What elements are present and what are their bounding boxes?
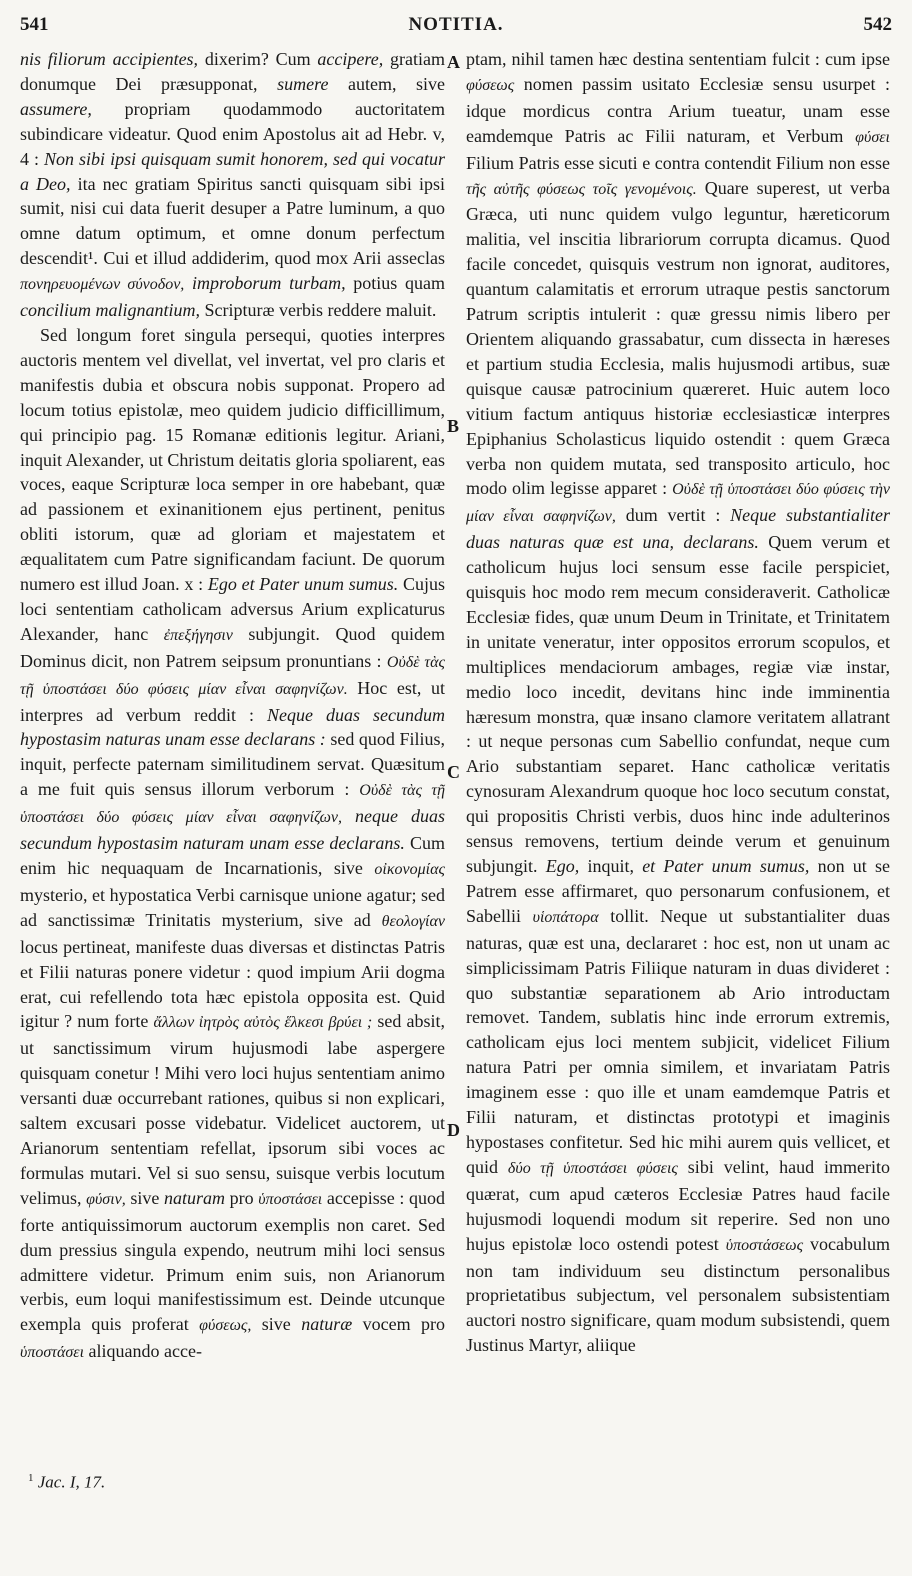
text-run: non ut se Patrem esse affirmaret, quo personarum confusionem, et Sabellii xyxy=(466,856,890,926)
italic-phrase: Neque substantialiter duas naturas quæ est una, declarans. xyxy=(466,505,890,553)
left-column xyxy=(20,47,445,1366)
italic-phrase: nis filiorum accipientes, xyxy=(20,49,199,69)
text-run: subjungit. Quod quidem Dominus dicit, non Patrem seipsum pronuntians : xyxy=(20,623,445,671)
text-run: Hoc est, ut interpres ad verbum reddit : xyxy=(20,677,446,725)
text-run: inquit, xyxy=(579,856,643,876)
left-paragraph-2 xyxy=(20,323,445,1366)
text-run: sive xyxy=(125,1187,164,1208)
greek-phrase: φύσεως xyxy=(466,76,515,94)
italic-phrase: assumere, xyxy=(20,98,92,119)
italic-phrase: Ego et Pater unum sumus. xyxy=(207,574,399,595)
text-run: nomen passim usitato Ecclesiæ sensu usurpet : idque mordicus contra Arium tueatur, unam esse eamdemque Patris ac Filii naturam, et Verbum xyxy=(466,73,890,146)
text-run xyxy=(342,806,355,826)
footnote-mark: 1 xyxy=(28,1472,34,1484)
text-run: Filium Patris esse sicuti e contra contendit Filium non esse xyxy=(466,152,890,173)
footnote-text: Jac. I, 17. xyxy=(37,1472,106,1492)
italic-phrase: naturæ xyxy=(301,1314,353,1335)
right-column xyxy=(466,47,890,1358)
text-run: ptam, nihil tamen hæc destina sententiam fulcit : cum ipse xyxy=(466,49,890,69)
text-run: Sed longum foret singula persequi, quoties interpres auctoris mentem vel divellat, vel invertat, vel pro claris et manifestis dubia et obscura nobis supponat. Propero ad locum totius epistolæ, meo quidem judicio difficillimum, qui principio pag. 15 Romanæ editionis legitur. Ariani, inquit Alexander, ut Christum deitatis gloria spoliarent, eas voces, eaque Scripturæ loca semper in ore habebant, quæ ad passionem et exinanitionem ejus pertinent, penitus obliti istorum, quæ ad gloriam et majestatem et æqualitatem cum Patre significandam faciunt. De quorum numero est illud Joan. x : xyxy=(20,324,445,595)
italic-phrase: Ego, xyxy=(545,856,580,876)
greek-phrase: Οὐδὲ τὰς τῇ ὑποστάσει δύο φύσεις μίαν εἶναι σαφηνίζων. xyxy=(20,653,445,698)
italic-phrase: neque duas secundum hypostasim naturam unam esse declarans. xyxy=(20,806,446,854)
margin-letter-c: C xyxy=(447,762,460,782)
margin-letter-b: B xyxy=(447,416,460,436)
text-run: vocabulum non tam individuum seu distinctum personalibus proprietatibus subjectum, vel personalem subsistentiam auctori nostro significare, quam modum subsistendi, quem Justinus Martyr, aliique xyxy=(466,1233,891,1356)
italic-phrase: accipere, xyxy=(317,49,384,69)
greek-phrase: ἄλλων ἰητρὸς αὐτὸς ἕλκεσι βρύει ; xyxy=(153,1014,373,1032)
text-run: accepisse : quod forte antiquissimorum auctorum exemplis non caret. Sed dum pressius singula expendo, neutrum mihi loci sensus admittere videtur. Primum enim suis, non Arianorum verbis, eum loqui manifestissimum est. Deinde utcunque exempla quis proferat xyxy=(20,1187,445,1335)
margin-letter-a: A xyxy=(447,52,460,72)
greek-phrase: ὑποστάσει xyxy=(20,1344,85,1362)
text-run: sive xyxy=(251,1314,302,1335)
text-run xyxy=(184,273,192,293)
greek-phrase: ὑποστάσεως xyxy=(725,1236,804,1254)
greek-phrase: υἱοπάτορα xyxy=(532,908,599,926)
text-run: dixerim? Cum xyxy=(198,49,318,69)
margin-letter-d: D xyxy=(447,1120,460,1140)
page-number-right: 542 xyxy=(863,14,892,35)
text-run: ita nec gratiam Spiritus sancti quisquam sibi ipsi sumit, nisi cui data fuerit desuper a Patre luminum, a quo omne datum optimum, et omne donum perfectum descendit¹. Cui et illud addiderim, quod mox Arii asseclas xyxy=(20,173,446,269)
text-run: aliquando acce- xyxy=(84,1341,202,1362)
text-run: Cum enim hic nequaquam de Incarnationis, sive xyxy=(20,833,445,878)
greek-phrase: δύο τῇ ὑποστάσει φύσεις xyxy=(507,1159,678,1177)
italic-phrase: improborum turbam, xyxy=(192,273,346,294)
footnote xyxy=(28,1472,105,1493)
text-run: sed quod Filius, inquit, perfecte paternam similitudinem servat. Quæsitum a me fuit quis sensus illorum verborum : xyxy=(20,729,445,800)
text-run: propriam quodammodo auctoritatem subindicare videatur. Quod enim Apostolus ait ad Hebr. v, 4 : xyxy=(20,98,445,169)
greek-phrase: οἰκονομίας xyxy=(374,861,445,878)
greek-phrase: ὑποστάσει xyxy=(258,1190,323,1208)
italic-phrase: et Pater unum sumus, xyxy=(642,856,810,876)
greek-phrase: Οὐδὲ τὰς τῇ ὑποστάσει δύο φύσεις μίαν εἶναι σαφηνίζων, xyxy=(20,782,446,827)
text-run: Quem verum et catholicum hujus loci sensum esse facile perspiciet, quisquis hoc modo rem mecum consideraverit. Catholicæ Ecclesiæ fides, quæ unum Deum in Trinitate, et Trinitatem in unitate veneratur, inter oppositos errorum scopulos, et multiplices mendaciorum ambages, regiæ viæ instar, medio loco incedit, devitans hinc inde imminentia hæresum monstra, quæ insano clamore veritatem allatrant : ut neque personas cum Sabellio confundat, neque cum Ario substantiam separet. Hanc catholicæ veritatis cynosuram Alexandrum quoque hoc loco secutum constat, qui propositis Christi verbis, duos hinc inde adulterinos sensus removens, tertium deinde verum et genuinum subjungit. xyxy=(466,532,890,876)
italic-phrase: sumere xyxy=(277,73,329,94)
italic-phrase: naturam xyxy=(163,1187,225,1208)
italic-phrase: Non sibi ipsi quisquam sumit honorem, sed qui vocatur a Deo, xyxy=(20,148,445,194)
page-number-left: 541 xyxy=(20,14,49,35)
italic-phrase: Neque duas secundum hypostasim naturas unam esse declarans : xyxy=(20,704,445,750)
text-run: autem, sive xyxy=(328,73,445,94)
text-run: locus pertineat, manifeste duas diversas et distinctas Patris et Filii naturas ponere videtur : quod impium Arii dogma erat, cui refellendo tota hæc epistola opposita est. Quid igitur ? num forte xyxy=(20,936,445,1032)
text-run: dum vertit : xyxy=(615,505,731,526)
greek-phrase: τῆς αὐτῆς φύσεως τοῖς γενομένοις. xyxy=(466,180,697,198)
text-run: Cujus loci sententiam catholicam adversus Arium explicaturus Alexander, hanc xyxy=(20,574,446,644)
text-run: potius quam xyxy=(345,273,446,294)
greek-phrase: φύσεως, xyxy=(199,1317,252,1335)
greek-phrase: θεολογίαν xyxy=(381,912,445,930)
greek-phrase: ἐπεξήγησιν xyxy=(163,626,233,644)
left-paragraph-1 xyxy=(20,47,445,323)
text-run: sed absit, ut sanctissimum virum hujusmodi labe aspergere quisquam conetur ! Mihi vero loci hujus sententiam animo versanti duæ occurrebant rationes, quibus si non explicari, saltem excusari posse videbatur. Videlicet auctorem, ut Arianorum sententiam refellat, ipsorum sibi voces ac formulas mutari. Vel si suo sensu, suisque verbis locutum velimus, xyxy=(20,1011,445,1208)
text-run: pro xyxy=(224,1187,259,1208)
right-paragraph-1 xyxy=(466,47,890,1358)
greek-phrase: φύσει xyxy=(855,128,890,146)
text-run: sibi velint, haud immerito quærat, cum apud cæteros Ecclesiæ Patres haud facile hujusmodi loquendi modum sit reperire. Sed non uno hujus epistolæ loco ostendi potest xyxy=(466,1156,890,1254)
text-run: tollit. Neque ut substantialiter duas naturas, quæ est una, declararet : hoc est, non ut unam ac simplicissimam Patris Filiique naturam in duas divideret : quo substantiæ separationem ab Ario introductam removet. Tandem, sublatis hinc inde errorum extremis, catholicam ejus loci mentem subjicit, videlicet Filium natura Patri per omnia similem, et invariatam Patris imaginem esse : quo ille et unam eamdemque Patris et Filii naturam, et distinctas prototypi et imaginis hypostases confitetur. Sed hic mihi aurem quis vellicet, et quid xyxy=(466,905,890,1177)
text-run: mysterio, et hypostatica Verbi carnisque unione agatur; sed ad sanctissimæ Trinitatis mysterium, sive ad xyxy=(20,884,445,930)
greek-phrase: πονηρευομένων σύνοδον, xyxy=(20,276,185,294)
greek-phrase: φύσιν, xyxy=(86,1190,126,1208)
text-run: gratiam donumque Dei præsupponat, xyxy=(20,49,445,94)
italic-phrase: concilium malignantium, xyxy=(20,300,200,321)
greek-phrase: Οὐδὲ τῇ ὑποστάσει δύο φύσεις τὴν μίαν εἶναι σαφηνίζων, xyxy=(466,481,890,526)
text-run: Scripturæ verbis reddere maluit. xyxy=(199,300,437,321)
text-run: vocem pro xyxy=(352,1314,445,1335)
running-head xyxy=(20,14,892,44)
text-run: Quare superest, ut verba Græca, uti nunc quidem vulgo leguntur, hæreticorum malitia, vel inscitia librariorum corrupta dicamus. Quod facile concedet, quisquis vestrum non ignorat, auditores, quantum calamitatis et errorum utraque pestis sanctorum Patrum scriptis intulerit : quæ gressu nimis libero per Orientem aliquando grassabatur, cum dissecta in hæreses et partium studia Ecclesia, malis hujusmodi artibus, suæ quisque causæ patrocinium quæreret. Huic autem loco vitium factum antiquus historiæ ecclesiasticæ interpres Epiphanius Scholasticus liquido ostendit : quem Græca verba non quidem mutata, sed transposito articulo, hoc modo olim legisse apparet : xyxy=(466,177,890,499)
running-title: NOTITIA. xyxy=(408,14,504,35)
